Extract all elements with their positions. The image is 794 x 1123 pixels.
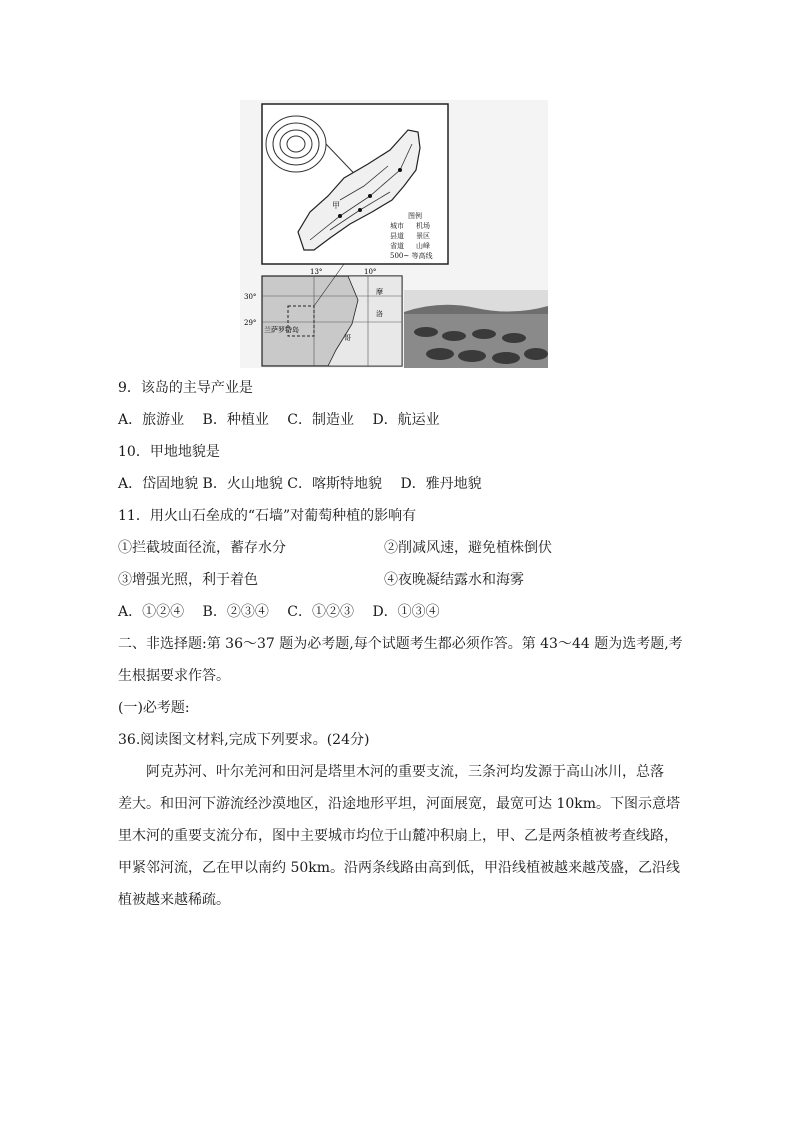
- country-label-2: 洛: [376, 310, 383, 318]
- section2-subheading: (一)必考题:: [118, 700, 190, 716]
- jia-label: 甲: [332, 201, 340, 210]
- legend-scenic: 景区: [416, 232, 430, 240]
- q36-paragraph-line: 植被越来越稀疏。: [118, 892, 230, 908]
- map-figure: [240, 100, 548, 368]
- q9-stem: 9．该岛的主导产业是: [118, 380, 253, 396]
- lon-13-label: 13°: [310, 268, 323, 276]
- legend-peak: 山峰: [416, 242, 430, 250]
- q36-paragraph-line: 差大。和田河下游流经沙漠地区，沿途地形平坦，河面展宽，最宽可达 10km。下图示意塔: [118, 796, 681, 812]
- q11-statement-1: ①拦截坡面径流，蓄存水分: [118, 540, 286, 556]
- q36-paragraph-line: 甲紧邻河流，乙在甲以南约 50km。沿两条线路由高到低，甲沿线植被越来越茂盛，乙沿线: [118, 860, 681, 876]
- section2-heading-line2: 生根据要求作答。: [118, 668, 230, 684]
- vineyard-photo: [404, 290, 548, 368]
- island-name-label: 兰萨罗特岛: [264, 326, 299, 334]
- q11-statement-4: ④夜晚凝结露水和海雾: [384, 572, 524, 588]
- legend-contour: 500~ 等高线: [390, 252, 433, 260]
- section2-heading-line1: 二、非选择题:第 36～37 题为必考题,每个试题考生都必须作答。第 43～44 题为选考题,考: [118, 636, 683, 652]
- lat-29-label: 29°: [244, 319, 257, 327]
- q36-paragraph-line: 里木河的重要支流分布，图中主要城市均位于山麓冲积扇上，甲、乙是两条植被考查线路，: [118, 828, 678, 844]
- legend-airport: 机场: [416, 222, 430, 230]
- q11-statement-2: ②削减风速，避免植株倒伏: [384, 540, 552, 556]
- country-label-3: 哥: [344, 334, 351, 342]
- q36-paragraph-line: 阿克苏河、叶尔羌河和田河是塔里木河的重要支流，三条河均发源于高山冰川，总落: [146, 764, 664, 780]
- legend-provincial-road: 省道: [390, 242, 404, 250]
- q10-stem: 10．甲地地貌是: [118, 444, 220, 460]
- q11-options: A．①②④ B．②③④ C．①②③ D．①③④: [118, 604, 440, 620]
- legend-title: 图例: [408, 212, 422, 220]
- q11-statement-3: ③增强光照，利于着色: [118, 572, 258, 588]
- map-illustration: [240, 100, 548, 368]
- lat-30-label: 30°: [244, 293, 257, 301]
- q9-options: A．旅游业 B．种植业 C．制造业 D．航运业: [118, 412, 440, 428]
- q36-title: 36.阅读图文材料,完成下列要求。(24分): [118, 732, 370, 748]
- q11-stem: 11．用火山石垒成的“石墙”对葡萄种植的影响有: [118, 508, 417, 524]
- q10-options: A．岱固地貌 B．火山地貌 C．喀斯特地貌 D．雅丹地貌: [118, 476, 482, 492]
- lon-10-label: 10°: [364, 268, 377, 276]
- country-label-1: 摩: [376, 288, 383, 296]
- legend-county-road: 县道: [390, 232, 404, 240]
- legend-city: 城市: [390, 222, 404, 230]
